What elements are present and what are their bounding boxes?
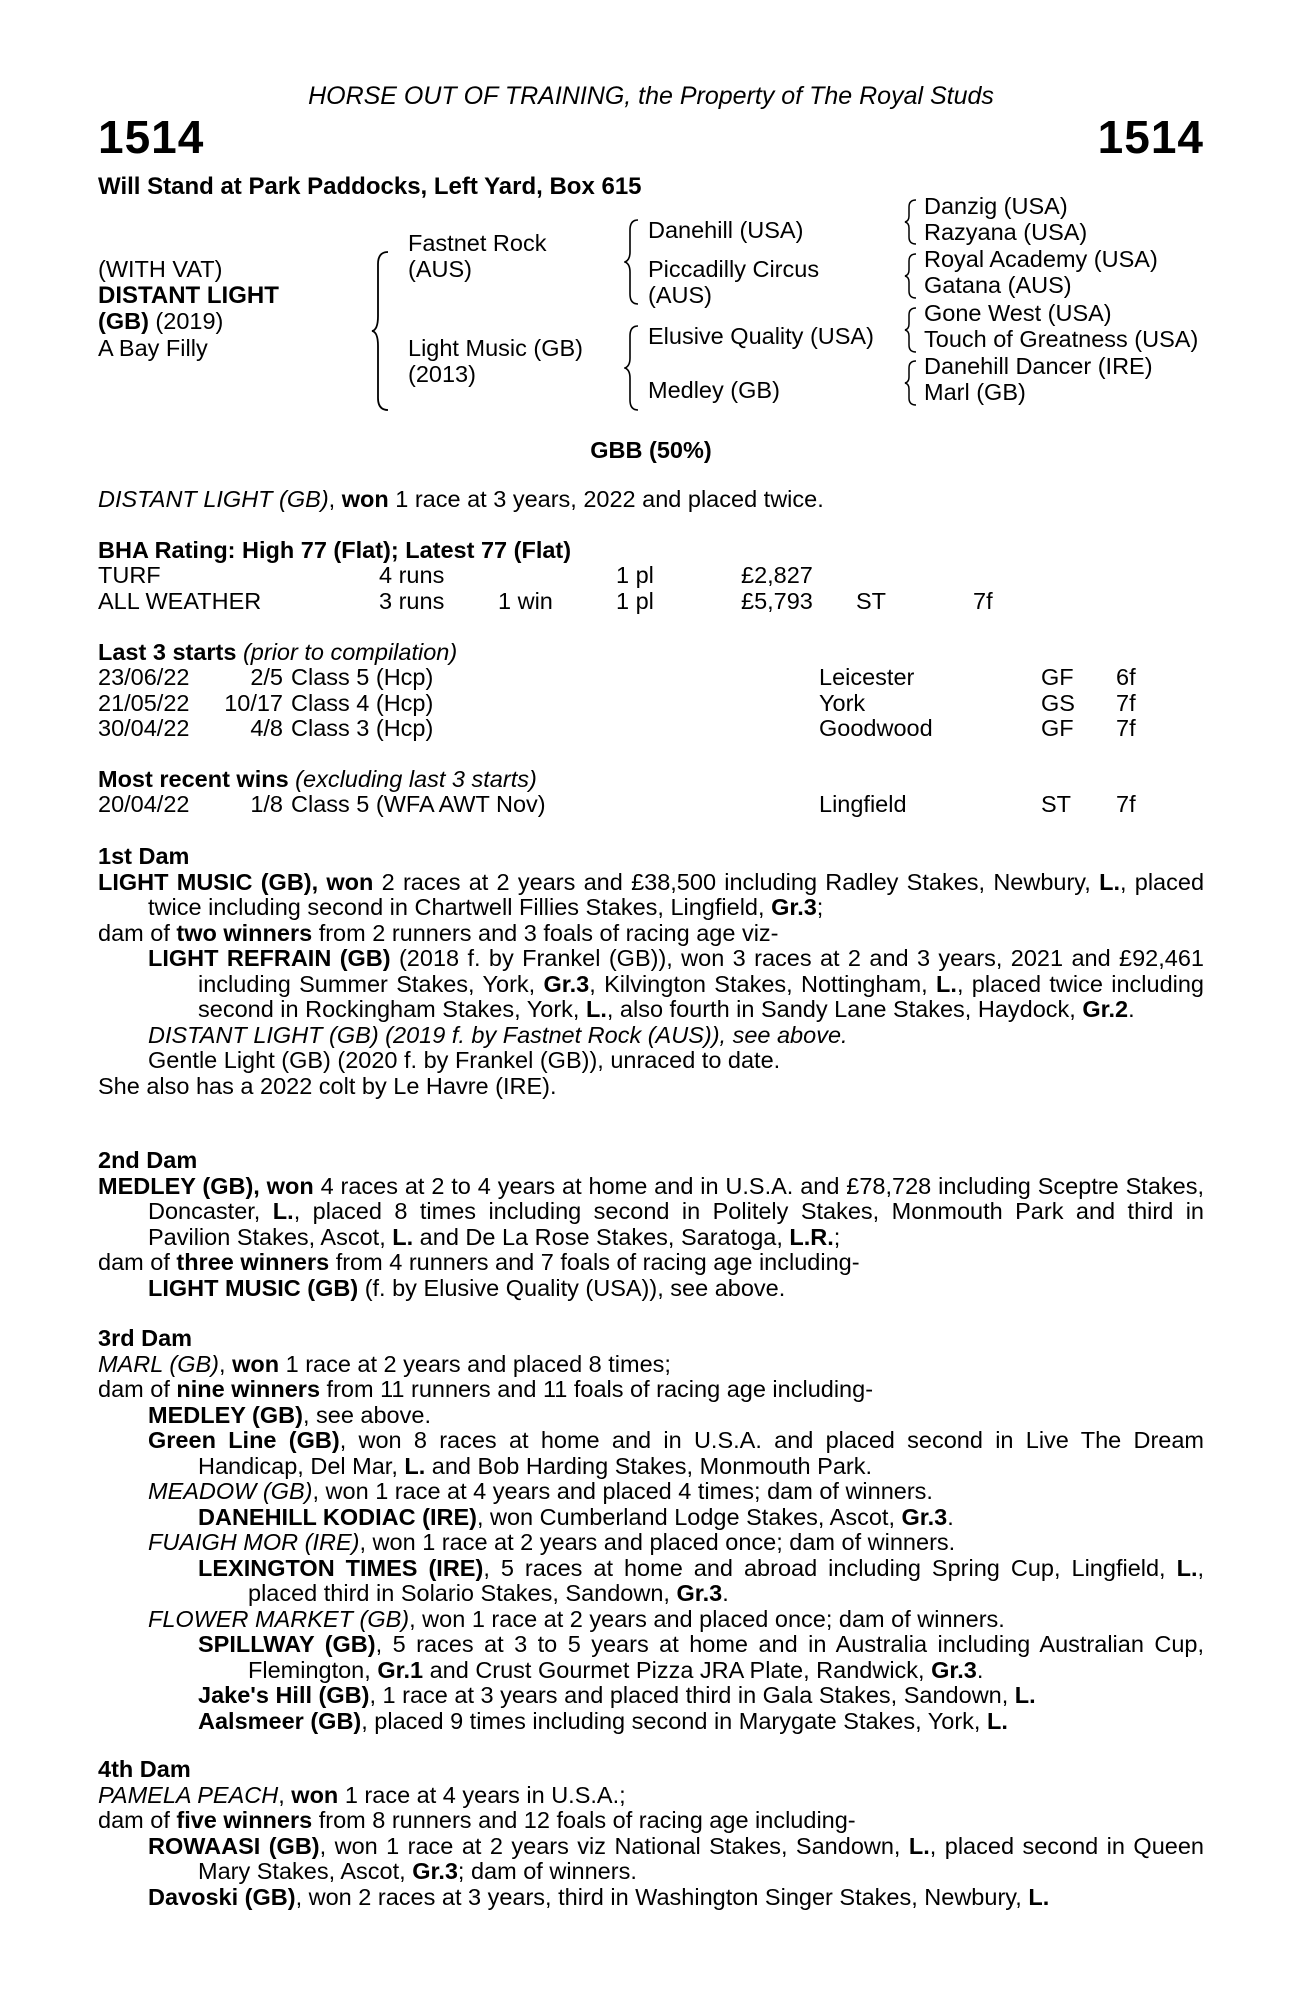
- fourth-dam-produce-summary: dam of five winners from 8 runners and 12 foals of racing age including-: [98, 1807, 856, 1833]
- rating-aw-distance: 7f: [973, 588, 993, 614]
- race-summary: DISTANT LIGHT (GB), won 1 race at 3 years, 2022 and placed twice.: [98, 486, 824, 512]
- pedigree-brace-4: [904, 198, 920, 246]
- start-going: GF: [1041, 715, 1074, 741]
- rating-aw-placed: 1 pl: [616, 588, 654, 614]
- third-dam-heading: 3rd Dam: [98, 1325, 193, 1351]
- gbb-percentage: GBB (50%): [590, 437, 712, 463]
- win-position: 1/8: [250, 791, 283, 817]
- start-class: Class 5 (Hcp): [291, 664, 434, 690]
- start-distance: 7f: [1116, 690, 1136, 716]
- offspring-distant-light: DISTANT LIGHT (GB) (2019 f. by Fastnet Rock (AUS)), see above.: [148, 1021, 848, 1048]
- start-position: 4/8: [250, 715, 283, 741]
- pedigree-brace-2: [624, 218, 644, 306]
- start-date: 30/04/22: [98, 715, 190, 741]
- second-dam-section: [98, 1148, 1204, 1301]
- lot-number-left: 1514: [98, 111, 205, 163]
- dam-name: Light Music (GB): [408, 335, 583, 361]
- offspring-medley: MEDLEY (GB), see above.: [148, 1401, 431, 1428]
- offspring-light-music: LIGHT MUSIC (GB) (f. by Elusive Quality (USA)), see above.: [148, 1274, 786, 1301]
- offspring-fuaigh-mor: FUAIGH MOR (IRE), won 1 race at 2 years and placed once; dam of winners.: [148, 1529, 956, 1555]
- rating-turf-surface: TURF: [98, 562, 161, 588]
- pedigree-brace-6: [904, 306, 920, 354]
- rating-turf-runs: 4 runs: [379, 562, 445, 588]
- grandoffspring-aalsmeer: Aalsmeer (GB), placed 9 times including second in Marygate Stakes, York, L.: [198, 1707, 1008, 1734]
- second-dam-produce-summary: dam of three winners from 4 runners and 7 foals of racing age including-: [98, 1249, 860, 1275]
- first-dam-section: [98, 844, 1204, 1099]
- sire-dam: Piccadilly Circus: [648, 256, 820, 282]
- stand-location: Will Stand at Park Paddocks, Left Yard, Box 615: [98, 173, 642, 200]
- rating-turf-money: £2,827: [741, 562, 813, 588]
- first-dam-record: LIGHT MUSIC (GB), won 2 races at 2 years and £38,500 including Radley Stakes, Newbury, L., placed twice including second in Chartwell Fillies Stakes, Lingfield, Gr.3;: [98, 868, 1205, 920]
- offspring-flower-market: FLOWER MARKET (GB), won 1 race at 2 years and placed once; dam of winners.: [148, 1605, 1005, 1632]
- last-3-starts-section: [98, 639, 1204, 741]
- bha-rating-heading: BHA Rating: High 77 (Flat); Latest 77 (Flat): [98, 537, 572, 563]
- grandoffspring-lexington-times: LEXINGTON TIMES (IRE), 5 races at home and abroad including Spring Cup, Lingfield, L., placed third in Solario Stakes, Sandown, Gr.3.: [198, 1554, 1205, 1606]
- ss-sire: Danzig (USA): [924, 193, 1068, 219]
- horse-name: DISTANT LIGHT: [98, 282, 279, 309]
- start-going: GS: [1041, 690, 1075, 716]
- offspring-gentle-light: Gentle Light (GB) (2020 f. by Frankel (GB)), unraced to date.: [148, 1047, 781, 1073]
- fourth-dam-section: [98, 1757, 1204, 1910]
- start-going: GF: [1041, 664, 1074, 690]
- pedigree-brace-3: [624, 324, 644, 412]
- pedigree-table: [98, 193, 1248, 420]
- offspring-light-refrain: LIGHT REFRAIN (GB) (2018 f. by Frankel (GB)), won 3 races at 2 and 3 years, 2021 and £92,461 including Summer Stakes, York, Gr.3, Kilvington Stakes, Nottingham, L., placed twice including second in Rockingham Stakes, York, L., also fourth in Sandy Lane Stakes, Haydock, Gr.2.: [148, 945, 1204, 1022]
- sire-country: (AUS): [408, 256, 472, 282]
- start-distance: 7f: [1116, 715, 1136, 741]
- fourth-dam-heading: 4th Dam: [98, 1756, 191, 1782]
- lot-number-right: 1514: [1097, 111, 1204, 163]
- win-distance: 7f: [1116, 791, 1136, 817]
- fourth-dam-record: PAMELA PEACH, won 1 race at 4 years in U.S.A.;: [98, 1781, 626, 1808]
- pedigree-brace-5: [904, 252, 920, 300]
- first-dam-produce-summary: dam of two winners from 2 runners and 3 foals of racing age viz-: [98, 919, 779, 946]
- rating-turf-placed: 1 pl: [616, 562, 654, 588]
- sd-dam: Gatana (AUS): [924, 272, 1072, 298]
- vat-note: (WITH VAT): [98, 256, 223, 282]
- dam-year: (2013): [408, 361, 476, 387]
- first-dam-heading: 1st Dam: [98, 843, 190, 869]
- pedigree-brace-7: [904, 359, 920, 407]
- dam-dam: Medley (GB): [648, 377, 780, 403]
- rating-aw-money: £5,793: [741, 588, 813, 614]
- last-3-heading: Last 3 starts (prior to compilation): [98, 639, 458, 665]
- offspring-green-line: Green Line (GB), won 8 races at home and in U.S.A. and placed second in Live The Dream Handicap, Del Mar, L. and Bob Harding Stakes, Monmouth Park.: [148, 1427, 1204, 1479]
- start-position: 10/17: [224, 690, 283, 716]
- win-going: ST: [1041, 791, 1072, 817]
- pedigree-brace-1: [370, 250, 394, 412]
- sire-dam-country: (AUS): [648, 282, 712, 308]
- grandoffspring-spillway: SPILLWAY (GB), 5 races at 3 to 5 years at home and in Australia including Australian Cup, Flemington, Gr.1 and Crust Gourmet Pizza JRA Plate, Randwick, Gr.3.: [198, 1631, 1205, 1683]
- second-dam-record: MEDLEY (GB), won 4 races at 2 to 4 years at home and in U.S.A. and £78,728 including Sceptre Stakes, Doncaster, L., placed 8 times including second in Politely Stakes, Monmouth Park and third in Pavilion Stakes, Ascot, L. and De La Rose Stakes, Saratoga, L.R.;: [98, 1172, 1205, 1250]
- horse-description: A Bay Filly: [98, 335, 208, 361]
- recent-wins-section: [98, 767, 1204, 821]
- rating-aw-surface: ALL WEATHER: [98, 588, 262, 614]
- dam-sire: Elusive Quality (USA): [648, 323, 874, 349]
- third-dam-record: MARL (GB), won 1 race at 2 years and placed 8 times;: [98, 1350, 671, 1377]
- win-class: Class 5 (WFA AWT Nov): [291, 791, 546, 817]
- horse-name-line2: (GB) (2019): [98, 308, 224, 334]
- sire-name: Fastnet Rock: [408, 230, 547, 256]
- third-dam-produce-summary: dam of nine winners from 11 runners and 11 foals of racing age including-: [98, 1376, 874, 1402]
- dd-dam: Marl (GB): [924, 379, 1026, 405]
- start-distance: 6f: [1116, 664, 1136, 690]
- start-date: 23/06/22: [98, 664, 190, 690]
- sd-sire: Royal Academy (USA): [924, 246, 1158, 272]
- start-course: York: [819, 690, 866, 716]
- offspring-davoski: Davoski (GB), won 2 races at 3 years, third in Washington Singer Stakes, Newbury, L.: [148, 1883, 1050, 1910]
- offspring-meadow: MEADOW (GB), won 1 race at 4 years and placed 4 times; dam of winners.: [148, 1478, 933, 1504]
- recent-wins-heading: Most recent wins (excluding last 3 starts): [98, 766, 537, 792]
- grandoffspring-danehill-kodiac: DANEHILL KODIAC (IRE), won Cumberland Lodge Stakes, Ascot, Gr.3.: [198, 1503, 954, 1530]
- offspring-rowaasi: ROWAASI (GB), won 1 race at 2 years viz National Stakes, Sandown, L., placed second in Queen Mary Stakes, Ascot, Gr.3; dam of winners.: [148, 1832, 1204, 1884]
- win-course: Lingfield: [819, 791, 907, 817]
- ss-dam: Razyana (USA): [924, 219, 1088, 245]
- second-dam-heading: 2nd Dam: [98, 1147, 198, 1173]
- start-class: Class 3 (Hcp): [291, 715, 434, 741]
- start-position: 2/5: [250, 664, 283, 690]
- rating-aw-wins: 1 win: [498, 588, 553, 614]
- ds-sire: Gone West (USA): [924, 300, 1112, 326]
- third-dam-section: [98, 1326, 1204, 1734]
- start-course: Leicester: [819, 664, 915, 690]
- first-dam-note: She also has a 2022 colt by Le Havre (IRE).: [98, 1072, 557, 1099]
- bha-rating-section: [98, 538, 1204, 618]
- rating-aw-runs: 3 runs: [379, 588, 445, 614]
- start-class: Class 4 (Hcp): [291, 690, 434, 716]
- sire-sire: Danehill (USA): [648, 217, 804, 243]
- lot-header-title: HORSE OUT OF TRAINING, the Property of The Royal Studs: [308, 82, 994, 110]
- ds-dam: Touch of Greatness (USA): [924, 326, 1199, 352]
- rating-aw-going: ST: [856, 588, 887, 614]
- win-date: 20/04/22: [98, 791, 190, 817]
- start-date: 21/05/22: [98, 690, 190, 716]
- start-course: Goodwood: [819, 715, 933, 741]
- dd-sire: Danehill Dancer (IRE): [924, 353, 1153, 379]
- grandoffspring-jakes-hill: Jake's Hill (GB), 1 race at 3 years and placed third in Gala Stakes, Sandown, L.: [198, 1682, 1036, 1708]
